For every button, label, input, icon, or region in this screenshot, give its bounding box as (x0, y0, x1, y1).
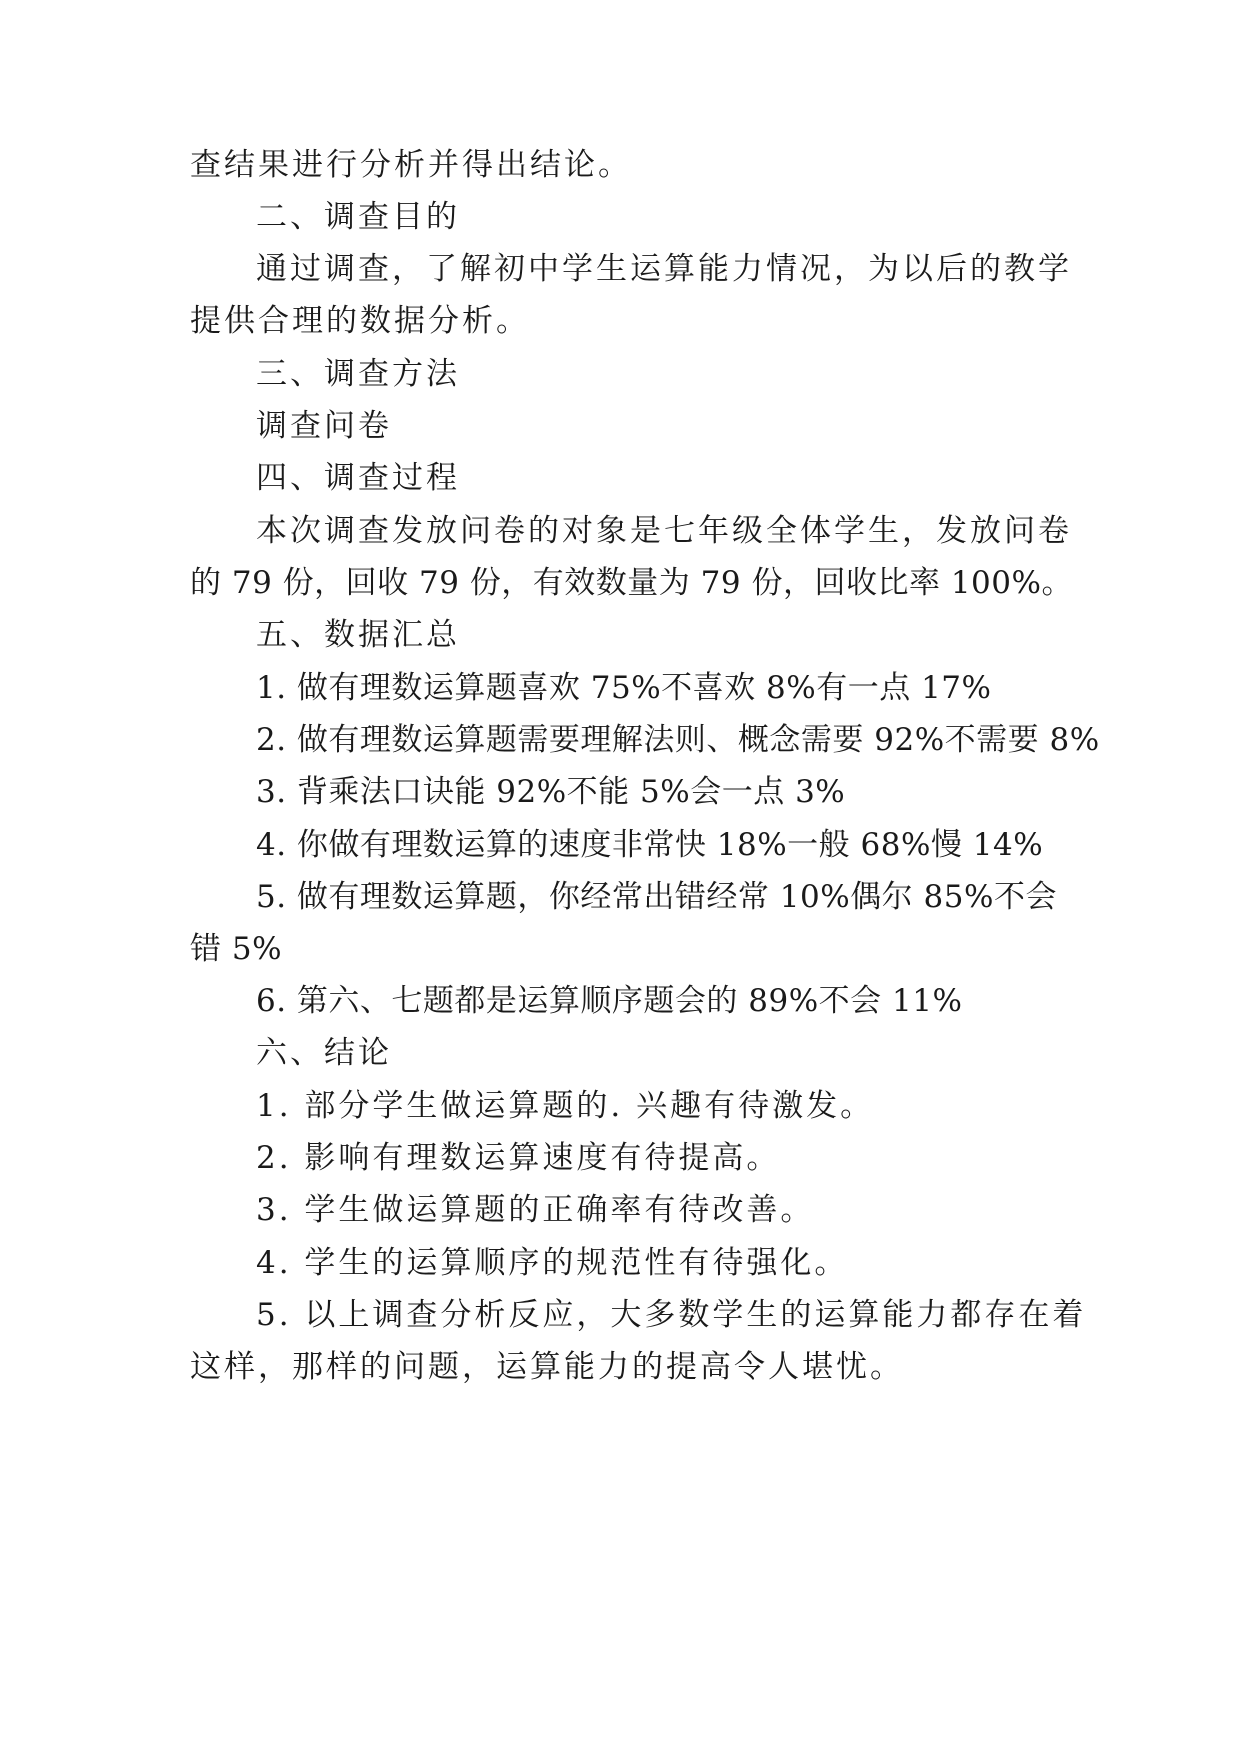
list-item: 1. 部分学生做运算题的. 兴趣有待激发。 (256, 1088, 875, 1124)
paragraph-method: 调查问卷 (256, 408, 392, 444)
paragraph-purpose: 通过调查，了解初中学生运算能力情况，为以后的教学 (256, 251, 1072, 287)
list-item: 4. 你做有理数运算的速度非常快 18%一般 68%慢 14% (256, 827, 1044, 863)
list-item: 4. 学生的运算顺序的规范性有待强化。 (256, 1245, 849, 1281)
paragraph-process-cont: 的 79 份，回收 79 份，有效数量为 79 份，回收比率 100%。 (190, 565, 1073, 601)
list-item: 1. 做有理数运算题喜欢 75%不喜欢 8%有一点 17% (256, 670, 992, 706)
list-item: 5. 做有理数运算题，你经常出错经常 10%偶尔 85%不会 (256, 879, 1057, 915)
section-heading-data: 五、数据汇总 (256, 617, 460, 653)
section-heading-conclusion: 六、结论 (256, 1035, 392, 1071)
paragraph-continuation: 查结果进行分析并得出结论。 (190, 147, 632, 183)
list-item: 3. 背乘法口诀能 92%不能 5%会一点 3% (256, 774, 846, 810)
list-item: 2. 影响有理数运算速度有待提高。 (256, 1140, 781, 1176)
list-item-cont: 错 5% (190, 931, 283, 967)
section-heading-method: 三、调查方法 (256, 356, 460, 392)
list-item: 2. 做有理数运算题需要理解法则、概念需要 92%不需要 8% (256, 722, 1100, 758)
paragraph-purpose-cont: 提供合理的数据分析。 (190, 303, 530, 339)
section-heading-process: 四、调查过程 (256, 460, 460, 496)
paragraph-process: 本次调查发放问卷的对象是七年级全体学生，发放问卷 (256, 513, 1072, 549)
list-item: 5. 以上调查分析反应，大多数学生的运算能力都存在着 (256, 1297, 1087, 1333)
section-heading-purpose: 二、调查目的 (256, 199, 460, 235)
list-item: 3. 学生做运算题的正确率有待改善。 (256, 1192, 815, 1228)
list-item-cont: 这样，那样的问题，运算能力的提高令人堪忧。 (190, 1349, 904, 1385)
list-item: 6. 第六、七题都是运算顺序题会的 89%不会 11% (256, 983, 963, 1019)
